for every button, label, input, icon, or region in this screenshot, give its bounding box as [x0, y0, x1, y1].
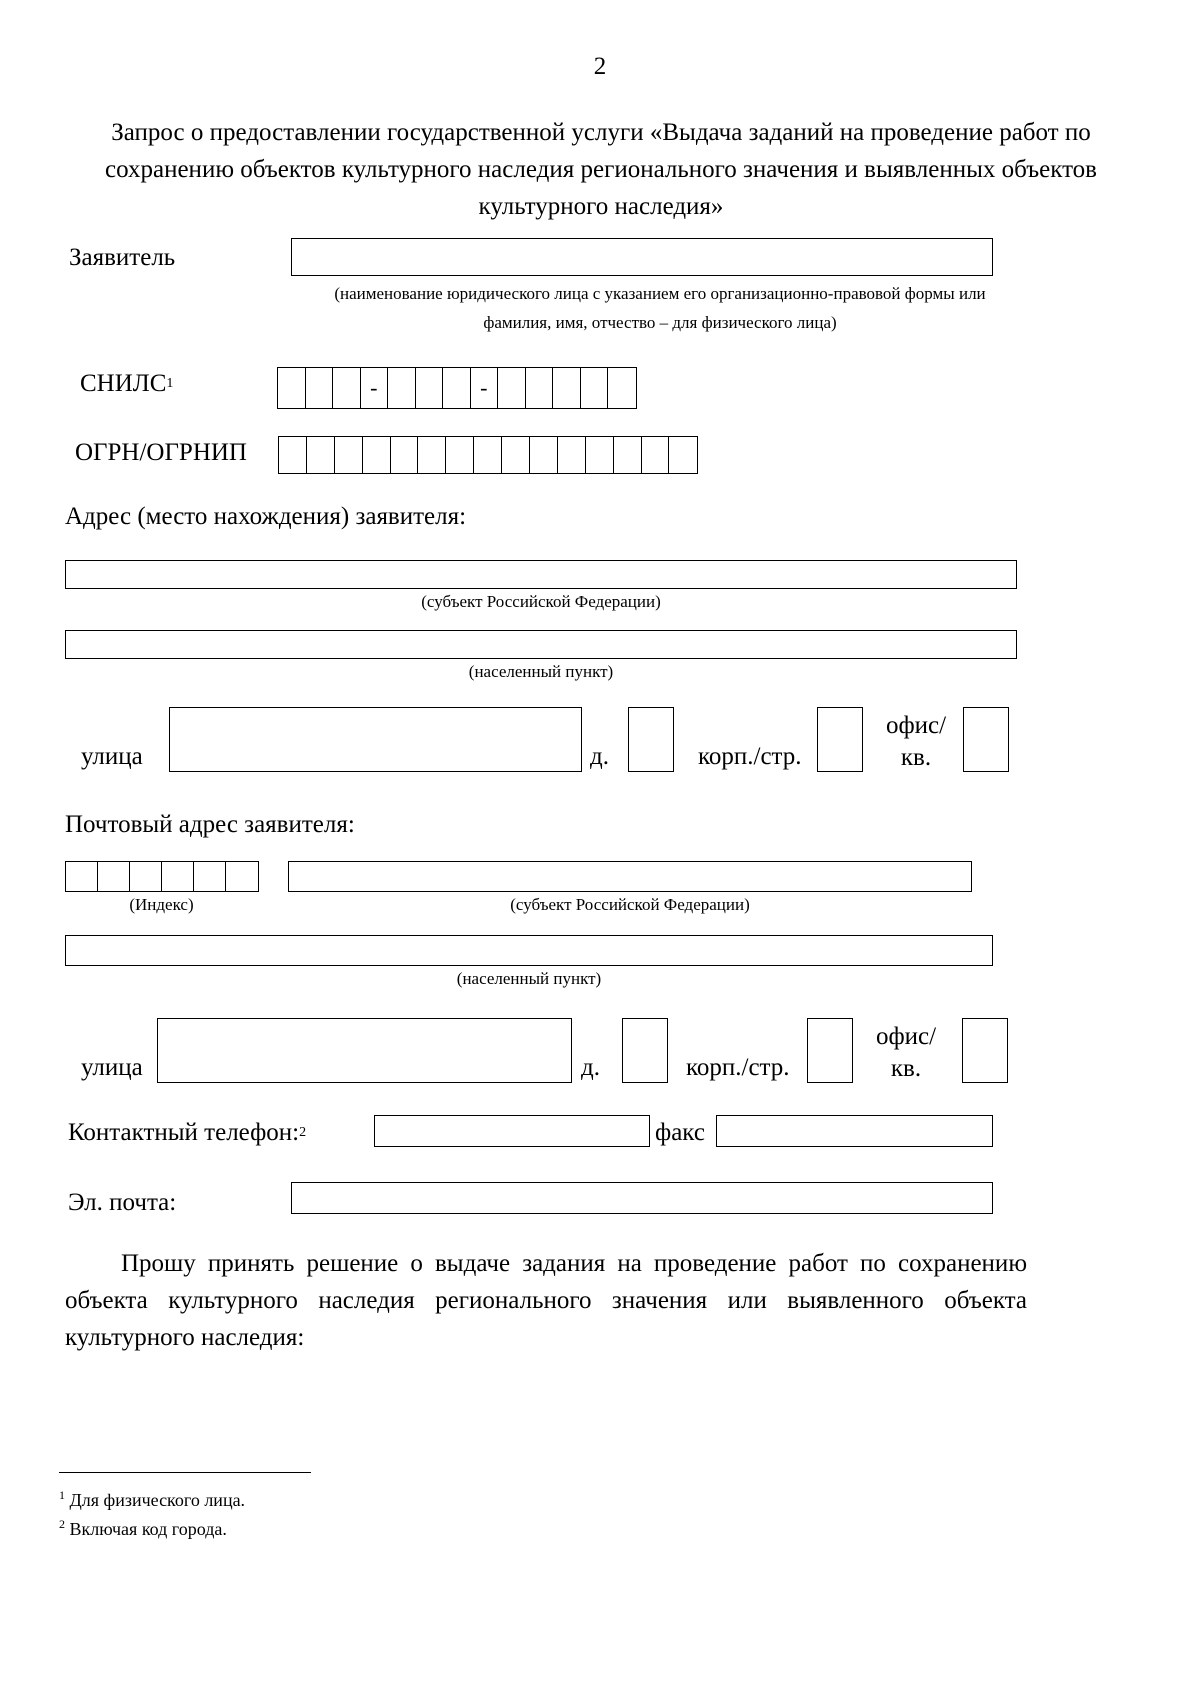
applicant-caption-line1: (наименование юридического лица с указанием его организационно-правовой формы или — [334, 284, 986, 303]
ogrn-label: ОГРН/ОГРНИП — [75, 439, 247, 466]
postal-street-input[interactable] — [157, 1018, 572, 1083]
ogrn-cell[interactable] — [530, 437, 558, 473]
legal-house-label-row — [590, 742, 609, 772]
fax-label-row — [655, 1118, 705, 1148]
legal-office-label-line2: кв. — [900, 744, 932, 771]
snils-cell[interactable] — [416, 368, 444, 408]
ogrn-cell[interactable] — [279, 437, 307, 473]
ogrn-cell[interactable] — [418, 437, 446, 473]
ogrn-cell[interactable] — [307, 437, 335, 473]
snils-cell-grid[interactable] — [277, 367, 637, 409]
postal-index-cell-grid[interactable] — [65, 861, 259, 892]
legal-house-input[interactable] — [628, 707, 674, 772]
ogrn-cell[interactable] — [669, 437, 697, 473]
postal-building-label-row — [686, 1053, 790, 1083]
postal-region-input[interactable] — [288, 861, 972, 892]
postal-address-heading-row — [65, 810, 355, 840]
postal-house-label-row — [581, 1053, 600, 1083]
postal-building-input[interactable] — [807, 1018, 853, 1083]
footnote-2 — [59, 1512, 227, 1541]
footnote-1-text: Для физического лица. — [69, 1490, 246, 1510]
snils-cell[interactable]: - — [361, 368, 389, 408]
phone-label-row — [68, 1118, 306, 1148]
phone-input[interactable] — [374, 1115, 650, 1147]
legal-address-heading: Адрес (место нахождения) заявителя: — [65, 503, 467, 530]
legal-address-region-input[interactable] — [65, 560, 1017, 589]
snils-cell[interactable] — [526, 368, 554, 408]
email-label-row — [68, 1188, 176, 1218]
request-paragraph — [65, 1245, 1027, 1356]
legal-building-label: корп./стр. — [698, 743, 802, 770]
snils-cell[interactable] — [333, 368, 361, 408]
legal-address-locality-input[interactable] — [65, 630, 1017, 659]
ogrn-cell[interactable] — [642, 437, 670, 473]
legal-building-label-row — [698, 742, 802, 772]
snils-cell[interactable] — [581, 368, 609, 408]
legal-address-region-caption: (субъект Российской Федерации) — [421, 592, 661, 611]
applicant-label-row — [69, 243, 175, 273]
snils-cell[interactable] — [553, 368, 581, 408]
snils-cell[interactable]: - — [471, 368, 499, 408]
page-number: 2 — [593, 53, 607, 80]
footnote-2-mark: 2 — [59, 1517, 65, 1531]
postal-index-cell[interactable] — [162, 862, 194, 891]
applicant-input[interactable] — [291, 238, 993, 276]
page-title: Запрос о предоставлении государственной услуги «Выдача заданий на проведение работ по сохранению объектов культурного наследия регионального значения и выявленных объектов культурного наследия» — [105, 119, 1097, 220]
snils-cell[interactable] — [498, 368, 526, 408]
legal-street-input[interactable] — [169, 707, 582, 772]
footnote-1 — [59, 1483, 245, 1512]
postal-address-heading: Почтовый адрес заявителя: — [65, 811, 355, 838]
postal-office-label-line1: офис/ — [875, 1023, 937, 1050]
postal-index-cell[interactable] — [194, 862, 226, 891]
email-input[interactable] — [291, 1182, 993, 1214]
snils-cell[interactable] — [608, 368, 636, 408]
postal-index-cell[interactable] — [130, 862, 162, 891]
legal-office-input[interactable] — [963, 707, 1009, 772]
snils-footnote-mark: 1 — [166, 376, 174, 391]
snils-cell[interactable] — [278, 368, 306, 408]
applicant-caption-line2: фамилия, имя, отчество – для физического лица) — [483, 313, 837, 332]
email-label: Эл. почта: — [68, 1189, 177, 1216]
postal-locality-caption: (населенный пункт) — [456, 969, 602, 988]
footnote-1-mark: 1 — [59, 1488, 65, 1502]
footnote-2-text: Включая код города. — [69, 1519, 227, 1539]
ogrn-label-row — [75, 438, 247, 468]
ogrn-cell[interactable] — [502, 437, 530, 473]
ogrn-cell[interactable] — [446, 437, 474, 473]
postal-building-label: корп./стр. — [686, 1054, 790, 1081]
legal-street-label-row — [81, 742, 143, 772]
postal-street-label-row — [81, 1053, 143, 1083]
ogrn-cell[interactable] — [335, 437, 363, 473]
ogrn-cell[interactable] — [474, 437, 502, 473]
fax-input[interactable] — [716, 1115, 993, 1147]
postal-house-input[interactable] — [622, 1018, 668, 1083]
request-paragraph-text: Прошу принять решение о выдаче задания на проведение работ по сохранению объекта культурного наследия регионального значения или выявленного объекта культурного наследия: — [65, 1250, 1027, 1351]
postal-office-input[interactable] — [962, 1018, 1008, 1083]
postal-office-label-line2: кв. — [890, 1055, 922, 1082]
postal-index-cell[interactable] — [66, 862, 98, 891]
legal-building-input[interactable] — [817, 707, 863, 772]
legal-house-label: д. — [590, 743, 609, 770]
footnote-separator — [59, 1472, 311, 1473]
postal-region-caption: (субъект Российской Федерации) — [510, 895, 750, 914]
legal-office-label-line1: офис/ — [885, 712, 947, 739]
legal-office-label — [878, 710, 954, 774]
fax-label: факс — [655, 1119, 705, 1146]
ogrn-cell[interactable] — [614, 437, 642, 473]
snils-cell[interactable] — [388, 368, 416, 408]
snils-cell[interactable] — [443, 368, 471, 408]
legal-street-label: улица — [81, 743, 143, 770]
snils-label-row — [80, 369, 173, 399]
phone-footnote-mark: 2 — [299, 1125, 307, 1140]
postal-house-label: д. — [581, 1054, 600, 1081]
phone-label: Контактный телефон: — [68, 1119, 300, 1146]
snils-cell[interactable] — [306, 368, 334, 408]
postal-street-label: улица — [81, 1054, 143, 1081]
postal-index-cell[interactable] — [226, 862, 258, 891]
postal-index-cell[interactable] — [98, 862, 130, 891]
ogrn-cell[interactable] — [363, 437, 391, 473]
postal-locality-input[interactable] — [65, 935, 993, 966]
postal-office-label — [868, 1021, 944, 1085]
applicant-label: Заявитель — [69, 244, 176, 271]
ogrn-cell[interactable] — [586, 437, 614, 473]
legal-address-heading-row — [65, 502, 466, 532]
ogrn-cell-grid[interactable] — [278, 436, 698, 474]
postal-index-caption: (Индекс) — [129, 895, 194, 914]
ogrn-cell[interactable] — [391, 437, 419, 473]
snils-label: СНИЛС — [80, 370, 167, 397]
legal-address-locality-caption: (населенный пункт) — [468, 662, 614, 681]
ogrn-cell[interactable] — [558, 437, 586, 473]
